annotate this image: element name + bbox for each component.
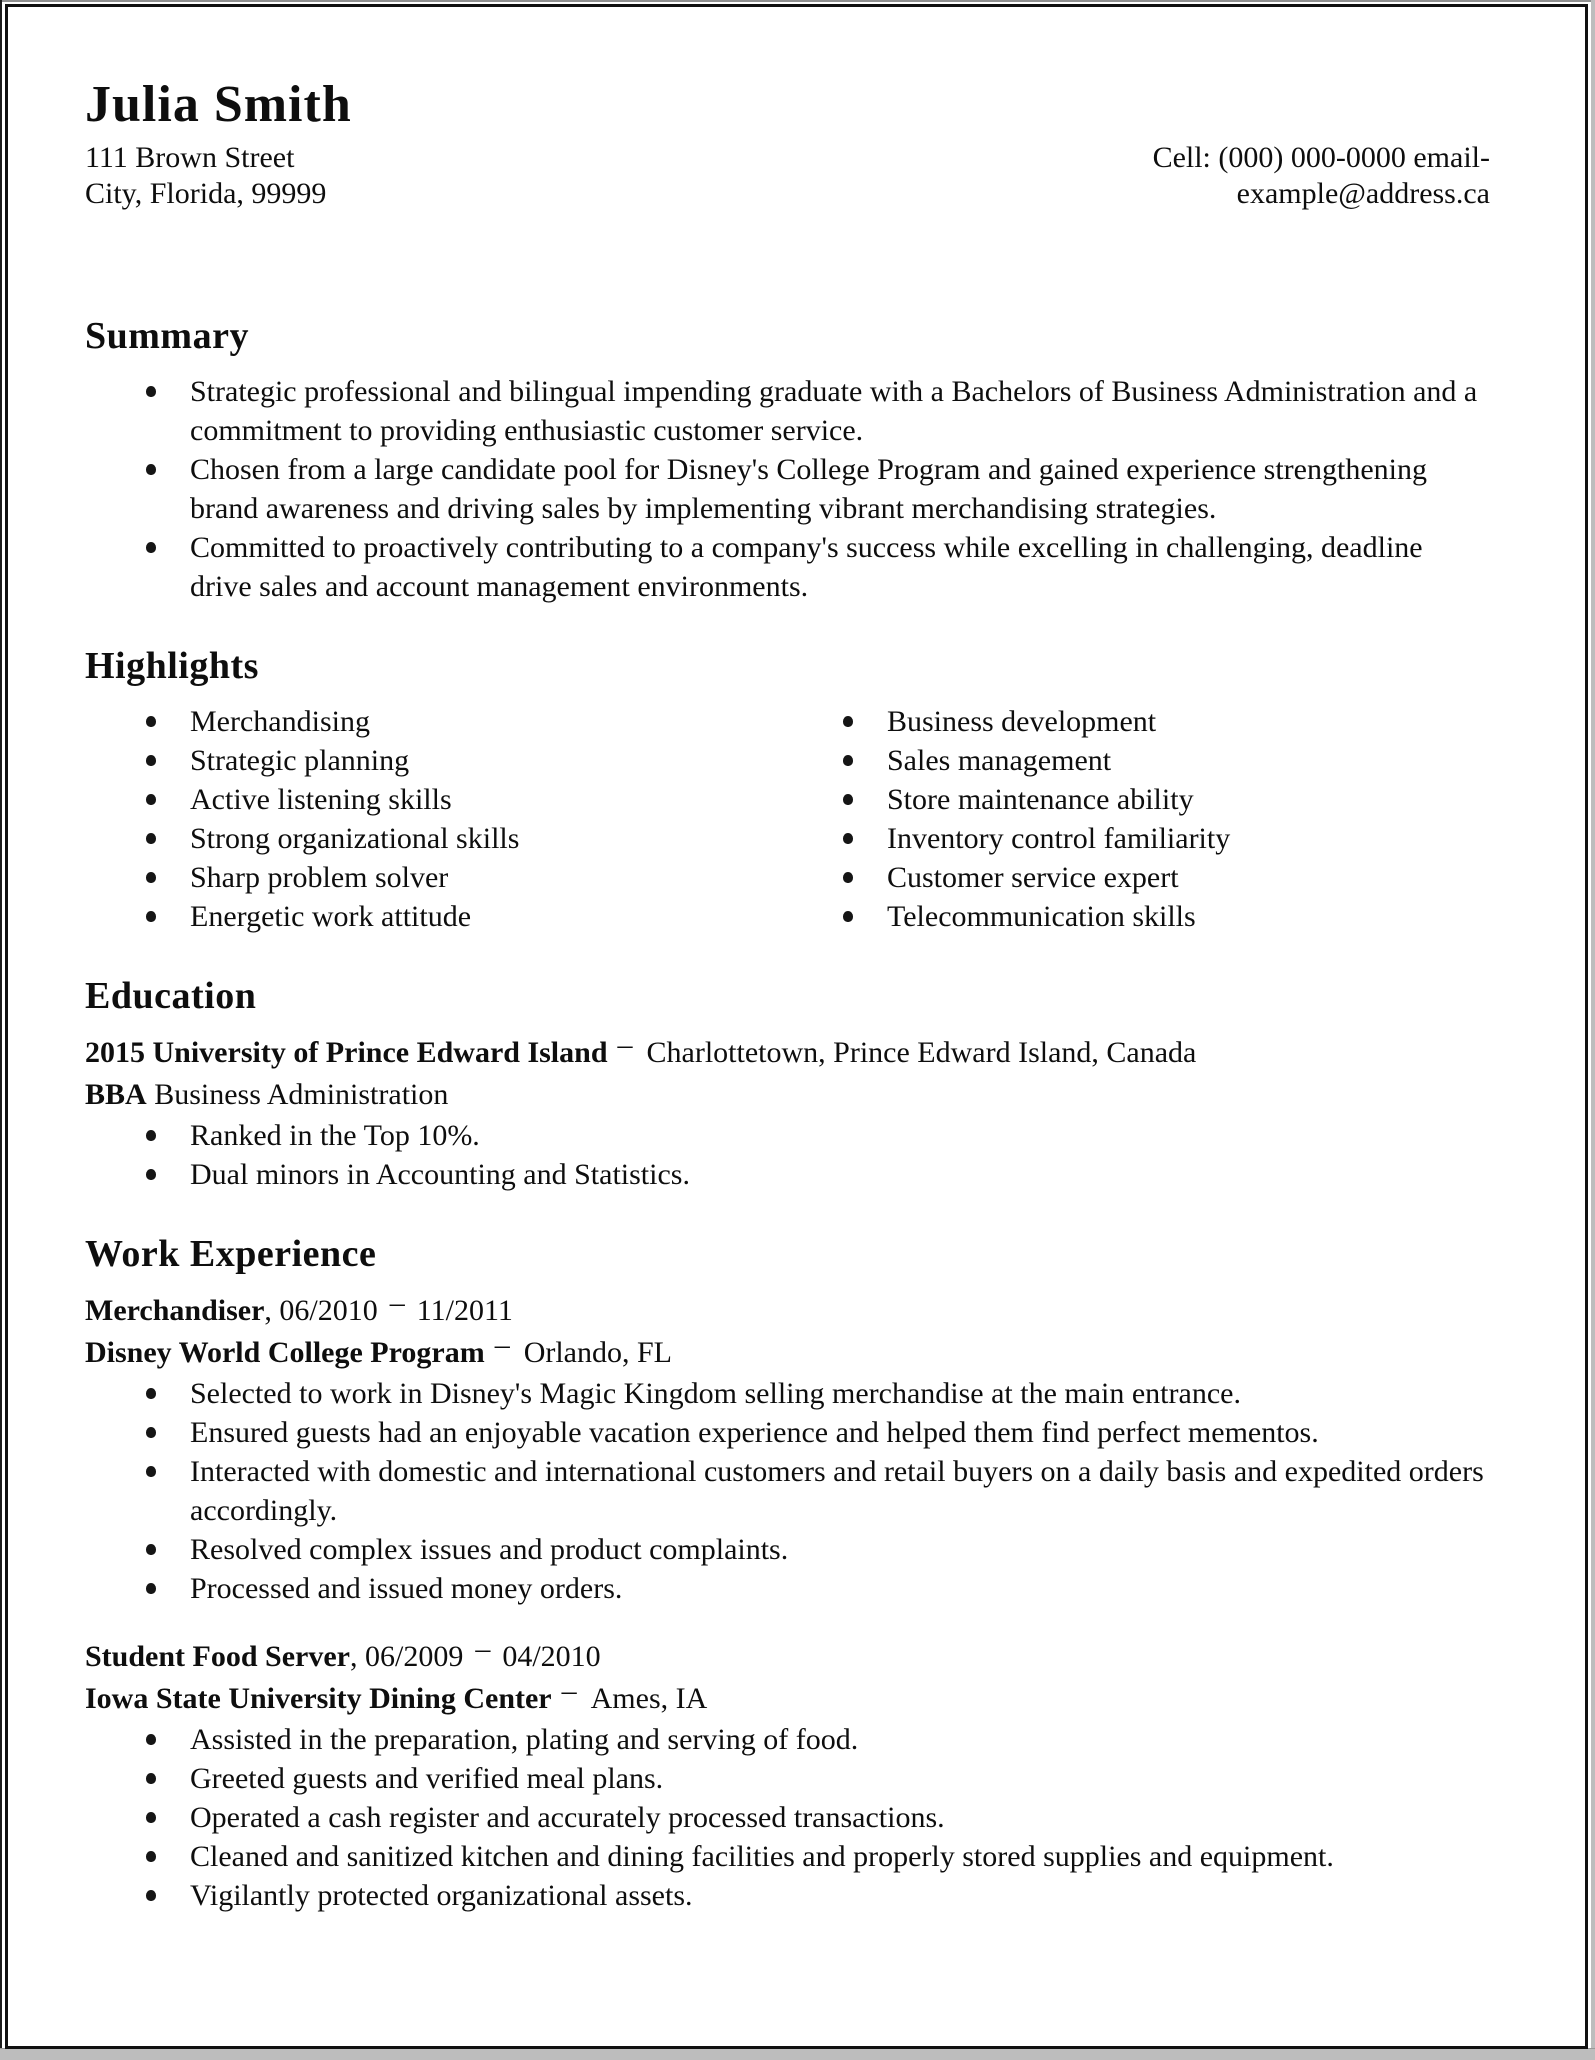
address-line-2: City, Florida, 99999 — [85, 177, 327, 210]
section-education — [85, 972, 1490, 1194]
bullet-text: Ensured guests had an enjoyable vacation experience and helped them find perfect mementos. — [190, 1416, 1319, 1449]
education-location: Charlottetown, Prince Edward Island, Canada — [646, 1036, 1197, 1069]
job-dates-start: , 06/2010 — [264, 1294, 378, 1327]
bullet-item — [85, 372, 1490, 450]
header-contact-row — [85, 140, 1490, 212]
education-program: Business Administration — [154, 1078, 449, 1111]
job-dates-end: 04/2010 — [502, 1640, 601, 1673]
section-work-experience — [85, 1230, 1490, 1915]
bullet-icon — [146, 1851, 156, 1862]
section-highlights — [85, 642, 1490, 936]
bullet-icon — [146, 1734, 156, 1745]
screenshot-right-edge — [1591, 0, 1595, 2060]
bullet-text: Merchandising — [190, 705, 370, 738]
company-line — [85, 1674, 1490, 1720]
bullet-text: Committed to proactively contributing to a company's success while excelling in challenging, deadline drive sales and account management environments. — [190, 531, 1423, 603]
bullet-text: Customer service expert — [887, 861, 1179, 894]
bullet-text: Business development — [887, 705, 1157, 738]
bullet-text: Energetic work attitude — [190, 900, 472, 933]
bullet-item — [85, 702, 782, 741]
bullet-text: Greeted guests and verified meal plans. — [190, 1762, 664, 1795]
job-bullet-list — [85, 1374, 1490, 1608]
bullet-text: Selected to work in Disney's Magic Kingdom selling merchandise at the main entrance. — [190, 1377, 1241, 1410]
job-title-line — [85, 1286, 1490, 1332]
bullet-item — [85, 819, 782, 858]
resume-content — [8, 7, 1585, 2046]
dash-separator: – — [475, 1632, 491, 1665]
bullet-item — [85, 450, 1490, 528]
bullet-icon — [843, 755, 853, 766]
education-heading: Education — [85, 975, 257, 1017]
bullet-text: Strong organizational skills — [190, 822, 520, 855]
job-bullet-list — [85, 1720, 1490, 1915]
dash-separator: – — [561, 1674, 577, 1707]
address-block — [85, 140, 326, 212]
bullet-icon — [146, 1773, 156, 1784]
bullet-text: Chosen from a large candidate pool for Disney's College Program and gained experience strengthening brand awareness and driving sales by implementing vibrant merchandising strategies. — [190, 453, 1427, 525]
bullet-item — [782, 858, 1490, 897]
contact-line-1: Cell: (000) 000-0000 email- — [1152, 141, 1490, 174]
job-title: Merchandiser — [85, 1294, 265, 1327]
education-school: 2015 University of Prince Edward Island — [85, 1036, 608, 1069]
bullet-text: Sales management — [887, 744, 1112, 777]
highlights-heading: Highlights — [85, 645, 259, 687]
bullet-item — [85, 1720, 1490, 1759]
job-location: Orlando, FL — [523, 1336, 673, 1369]
contact-line-2: example@address.ca — [1236, 177, 1490, 210]
dash-separator: – — [494, 1328, 510, 1361]
bullet-icon — [146, 1812, 156, 1823]
job-block-merchandiser — [85, 1286, 1490, 1608]
resume-page — [5, 4, 1588, 2049]
bullet-item — [85, 1837, 1490, 1876]
bullet-text: Cleaned and sanitized kitchen and dining facilities and properly stored supplies and equipment. — [190, 1840, 1334, 1873]
dash-separator: – — [389, 1286, 405, 1319]
bullet-item — [85, 1876, 1490, 1915]
bottom-gray-bar — [0, 2048, 1595, 2060]
bullet-icon — [843, 833, 853, 844]
bullet-text: Processed and issued money orders. — [190, 1572, 623, 1605]
highlights-right-list — [782, 702, 1490, 936]
bullet-icon — [146, 386, 156, 397]
bullet-item — [85, 1155, 1490, 1194]
bullet-icon — [146, 1388, 156, 1399]
bullet-text: Resolved complex issues and product complaints. — [190, 1533, 789, 1566]
bullet-text: Operated a cash register and accurately processed transactions. — [190, 1801, 945, 1834]
summary-bullet-list — [85, 372, 1490, 606]
job-title: Student Food Server — [85, 1640, 350, 1673]
bullet-item — [782, 819, 1490, 858]
bullet-icon — [146, 833, 156, 844]
bullet-text: Inventory control familiarity — [887, 822, 1231, 855]
company-name: Iowa State University Dining Center — [85, 1682, 552, 1715]
education-bullet-list — [85, 1116, 1490, 1194]
bullet-icon — [146, 1544, 156, 1555]
bullet-item — [85, 780, 782, 819]
bullet-icon — [146, 911, 156, 922]
bullet-icon — [146, 1890, 156, 1901]
bullet-item — [85, 1530, 1490, 1569]
bullet-text: Vigilantly protected organizational assets. — [190, 1879, 693, 1912]
contact-block — [1153, 140, 1490, 212]
bullet-item — [85, 1374, 1490, 1413]
bullet-item — [782, 702, 1490, 741]
bullet-icon — [146, 542, 156, 553]
bullet-text: Sharp problem solver — [190, 861, 449, 894]
highlights-left-list — [85, 702, 782, 936]
education-degree: BBA — [85, 1078, 147, 1111]
dash-separator: – — [617, 1028, 633, 1061]
bullet-text: Ranked in the Top 10%. — [190, 1119, 480, 1152]
bullet-text: Active listening skills — [190, 783, 452, 816]
bullet-text: Dual minors in Accounting and Statistics. — [190, 1158, 690, 1191]
job-block-student-food-server — [85, 1632, 1490, 1915]
bullet-text: Strategic professional and bilingual impending graduate with a Bachelors of Business Administration and a commitment to providing enthusiastic customer service. — [190, 375, 1478, 447]
bullet-icon — [843, 911, 853, 922]
bullet-text: Assisted in the preparation, plating and serving of food. — [190, 1723, 859, 1756]
bullet-icon — [843, 716, 853, 727]
bullet-item — [85, 528, 1490, 606]
job-dates-start: , 06/2009 — [350, 1640, 464, 1673]
bullet-item — [85, 1452, 1490, 1530]
bullet-icon — [146, 716, 156, 727]
bullet-icon — [146, 1169, 156, 1180]
bullet-text: Store maintenance ability — [887, 783, 1194, 816]
bullet-item — [782, 741, 1490, 780]
bullet-item — [85, 1569, 1490, 1608]
bullet-icon — [146, 464, 156, 475]
job-title-line — [85, 1632, 1490, 1678]
bullet-icon — [146, 1583, 156, 1594]
company-name: Disney World College Program — [85, 1336, 485, 1369]
bullet-text: Strategic planning — [190, 744, 410, 777]
company-line — [85, 1328, 1490, 1374]
bullet-icon — [146, 1466, 156, 1477]
bullet-icon — [146, 1427, 156, 1438]
section-summary — [85, 312, 1490, 606]
bullet-item — [85, 1413, 1490, 1452]
bullet-text: Telecommunication skills — [887, 900, 1196, 933]
bullet-item — [85, 1116, 1490, 1155]
bullet-text: Interacted with domestic and international customers and retail buyers on a daily basis and expedited orders accordingly. — [190, 1455, 1484, 1527]
bullet-item — [85, 1759, 1490, 1798]
education-degree-line — [85, 1074, 1490, 1116]
summary-heading: Summary — [85, 315, 249, 357]
bullet-icon — [146, 755, 156, 766]
job-dates-end: 11/2011 — [416, 1294, 513, 1327]
bullet-icon — [146, 872, 156, 883]
job-location: Ames, IA — [590, 1682, 708, 1715]
bullet-icon — [843, 872, 853, 883]
bullet-icon — [843, 794, 853, 805]
address-line-1: 111 Brown Street — [85, 141, 295, 174]
education-school-line — [85, 1028, 1490, 1074]
bullet-item — [85, 1798, 1490, 1837]
bullet-item — [782, 780, 1490, 819]
bullet-item — [85, 858, 782, 897]
screenshot-left-edge — [0, 0, 2, 2060]
bullet-icon — [146, 1130, 156, 1141]
bullet-item — [85, 741, 782, 780]
bullet-icon — [146, 794, 156, 805]
bullet-item — [782, 897, 1490, 936]
screenshot-top-edge — [0, 0, 1595, 2]
highlights-columns — [85, 702, 1490, 936]
candidate-name: Julia Smith — [85, 76, 352, 133]
work-heading: Work Experience — [85, 1233, 377, 1275]
bullet-item — [85, 897, 782, 936]
